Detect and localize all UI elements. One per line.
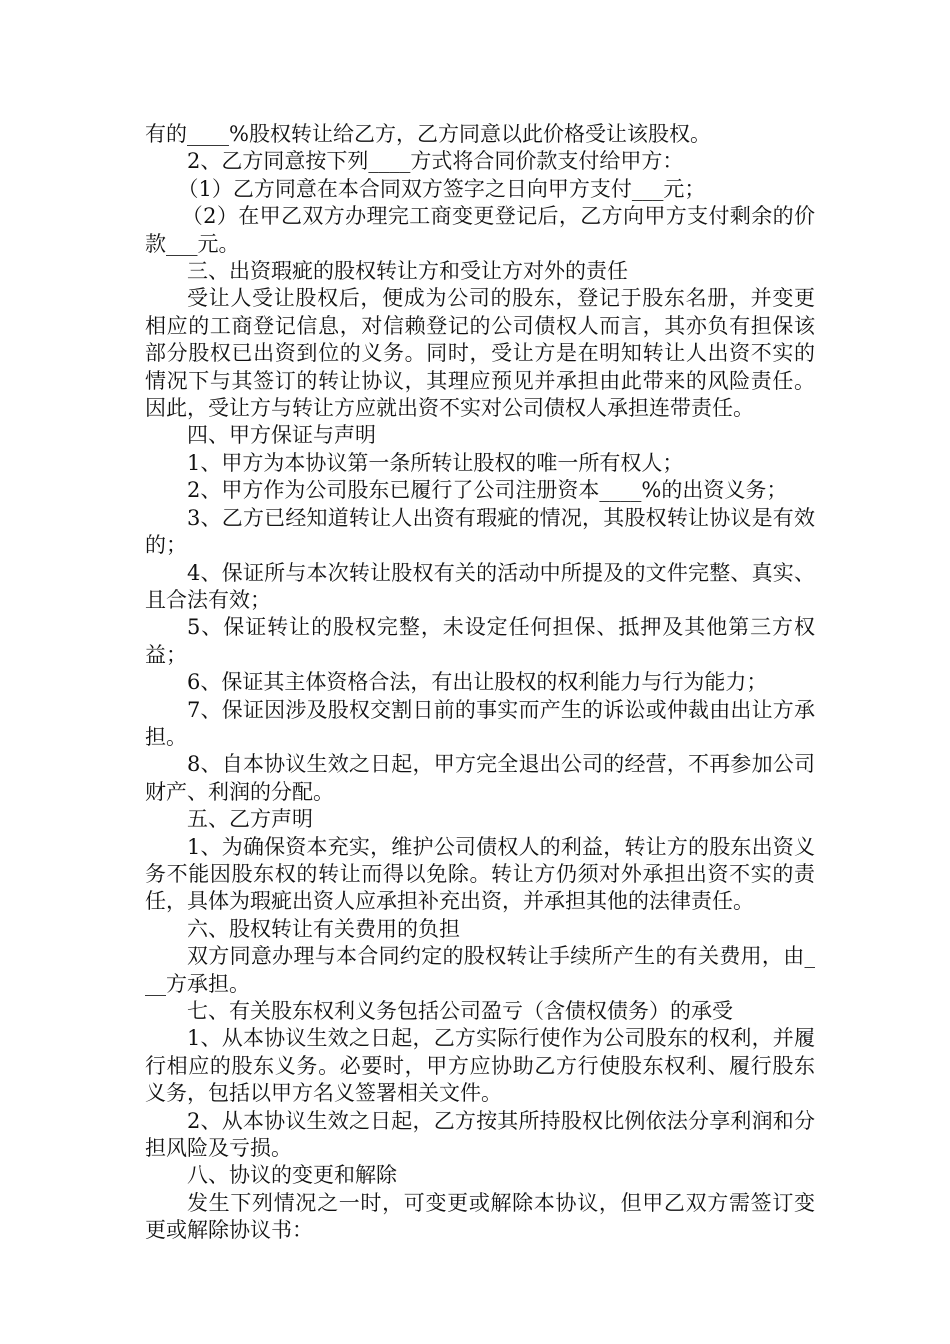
paragraph-defect-liability: 受让人受让股权后，便成为公司的股东，登记于股东名册，并变更相应的工商登记信息，对信赖登记的公司债权人而言，其亦负有担保该部分股权已出资到位的义务。同时，受让方是在明知转让人出资不实的情况下与其签订的转让协议，其理应预见并承担由此带来的风险责任。因此，受让方与转让方应就出资不实对公司债权人承担连带责任。: [145, 286, 815, 421]
clause-4-8: 8、自本协议生效之日起，甲方完全退出公司的经营，不再参加公司财产、利润的分配。: [145, 752, 815, 804]
clause-7-2: 2、从本协议生效之日起，乙方按其所持股权比例依法分享利润和分担风险及亏损。: [145, 1108, 815, 1161]
paragraph-fees: 双方同意办理与本合同约定的股权转让手续所产生的有关费用，由___方承担。: [145, 944, 815, 996]
clause-4-7: 7、保证因涉及股权交割日前的事实而产生的诉讼或仲裁由出让方承担。: [145, 697, 815, 749]
paragraph-change-termination: 发生下列情况之一时，可变更或解除本协议，但甲乙双方需签订变更或解除协议书：: [145, 1190, 815, 1243]
section-heading-5: 五、乙方声明: [187, 807, 313, 832]
section-heading-3: 三、出资瑕疵的股权转让方和受让方对外的责任: [187, 259, 628, 284]
clause-4-2: 2、甲方作为公司股东已履行了公司注册资本____%的出资义务；: [187, 478, 788, 503]
section-heading-8: 八、协议的变更和解除: [187, 1163, 397, 1188]
section-heading-7: 七、有关股东权利义务包括公司盈亏（含债权债务）的承受: [187, 999, 733, 1023]
paragraph-continuation: 有的____%股权转让给乙方，乙方同意以此价格受让该股权。: [145, 122, 711, 146]
clause-4-1: 1、甲方为本协议第一条所转让股权的唯一所有权人；: [187, 450, 684, 475]
section-heading-6: 六、股权转让有关费用的负担: [187, 916, 460, 941]
clause-7-1: 1、从本协议生效之日起，乙方实际行使作为公司股东的权利，并履行相应的股东义务。必要时，甲方应协助乙方行使股东权利、履行股东义务，包括以甲方名义签署相关文件。: [145, 1026, 815, 1106]
section-heading-4: 四、甲方保证与声明: [187, 423, 376, 448]
clause-4-6: 6、保证其主体资格合法，有出让股权的权利能力与行为能力；: [187, 670, 768, 695]
clause-4-3: 3、乙方已经知道转让人出资有瑕疵的情况，其股权转让协议是有效的；: [145, 505, 815, 558]
paragraph-payment-method: 2、乙方同意按下列____方式将合同价款支付给甲方：: [187, 149, 684, 174]
paragraph-payment-remaining: （2）在甲乙双方办理完工商变更登记后，乙方向甲方支付剩余的价款___元。: [145, 204, 815, 256]
clause-5-1: 1、为确保资本充实，维护公司债权人的利益，转让方的股东出资义务不能因股东权的转让而得以免除。转让方仍须对外承担出资不实的责任，具体为瑕疵出资人应承担补充出资，并承担其他的法律责任。: [145, 834, 815, 914]
clause-4-4: 4、保证所与本次转让股权有关的活动中所提及的文件完整、真实、且合法有效；: [145, 560, 815, 612]
contract-body: [145, 121, 815, 1245]
paragraph-payment-first: （1）乙方同意在本合同双方签字之日向甲方支付___元；: [177, 176, 706, 201]
clause-4-5: 5、保证转让的股权完整，未设定任何担保、抵押及其他第三方权益；: [145, 615, 815, 667]
